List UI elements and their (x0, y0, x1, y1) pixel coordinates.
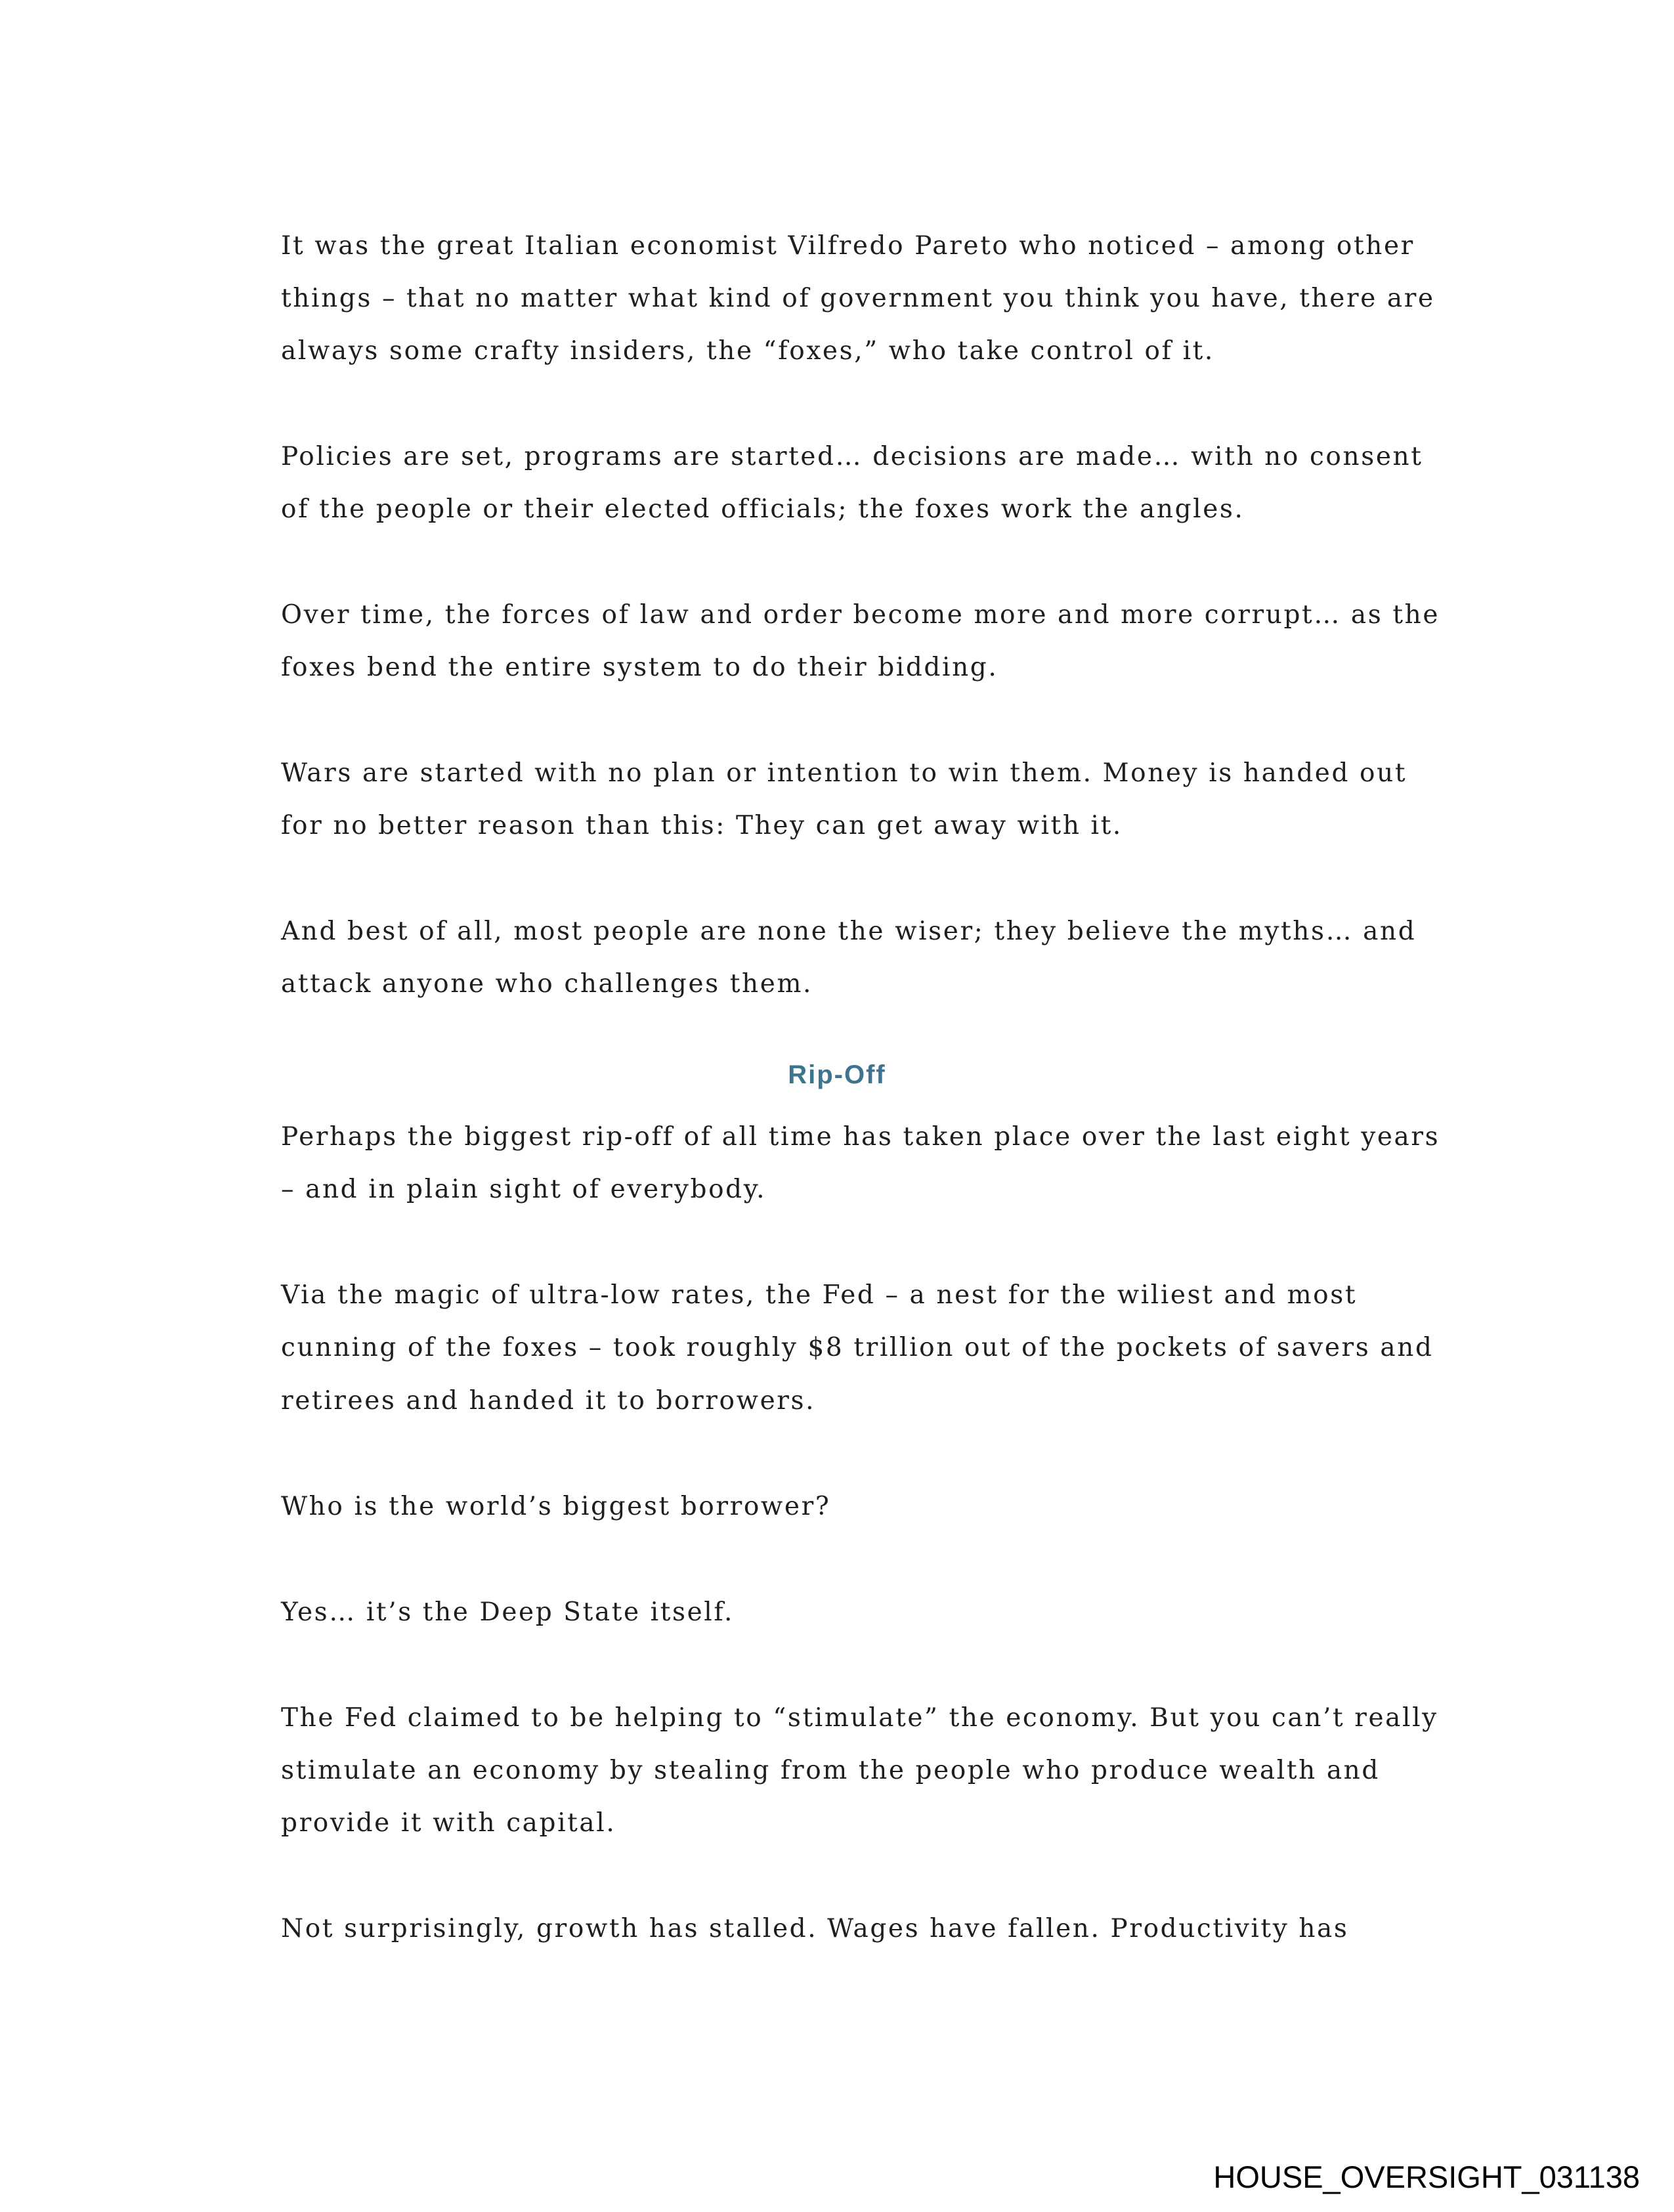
body-text-line: Perhaps the biggest rip-off of all time has taken place over the last eight years (281, 1122, 1440, 1152)
body-text-line: of the people or their elected officials; the foxes work the angles. (281, 494, 1245, 524)
body-text-line: Wars are started with no plan or intention to win them. Money is handed out (281, 758, 1407, 788)
body-text-line: cunning of the foxes – took roughly $8 trillion out of the pockets of savers and (281, 1333, 1434, 1362)
body-text-line: retirees and handed it to borrowers. (281, 1386, 816, 1416)
body-text-line: – and in plain sight of everybody. (281, 1175, 767, 1204)
body-text-line: foxes bend the entire system to do their bidding. (281, 653, 998, 682)
bates-number: HOUSE_OVERSIGHT_031138 (1213, 2159, 1640, 2194)
body-text-line: Not surprisingly, growth has stalled. Wages have fallen. Productivity has (281, 1914, 1349, 1943)
body-text-line: Policies are set, programs are started… decisions are made… with no consent (281, 442, 1423, 471)
body-text-line: provide it with capital. (281, 1808, 616, 1838)
body-text-line: And best of all, most people are none the wiser; they believe the myths… and (281, 917, 1417, 946)
body-text-line: Who is the world’s biggest borrower? (281, 1492, 831, 1521)
body-text-line: Yes… it’s the Deep State itself. (281, 1597, 735, 1627)
body-text-line: attack anyone who challenges them. (281, 969, 813, 999)
body-text-line: things – that no matter what kind of government you think you have, there are (281, 284, 1435, 313)
body-text-line: stimulate an economy by stealing from the people who produce wealth and (281, 1756, 1380, 1785)
section-heading: Rip-Off (788, 1060, 886, 1089)
body-text-line: for no better reason than this: They can get away with it. (281, 811, 1123, 840)
body-text-line: Over time, the forces of law and order become more and more corrupt… as the (281, 600, 1440, 630)
body-text-line: The Fed claimed to be helping to “stimulate” the economy. But you can’t really (281, 1703, 1438, 1733)
body-text-line: It was the great Italian economist Vilfredo Pareto who noticed – among other (281, 231, 1415, 261)
body-text-line: always some crafty insiders, the “foxes,” who take control of it. (281, 336, 1214, 366)
body-text-line: Via the magic of ultra-low rates, the Fed – a nest for the wiliest and most (281, 1280, 1358, 1310)
